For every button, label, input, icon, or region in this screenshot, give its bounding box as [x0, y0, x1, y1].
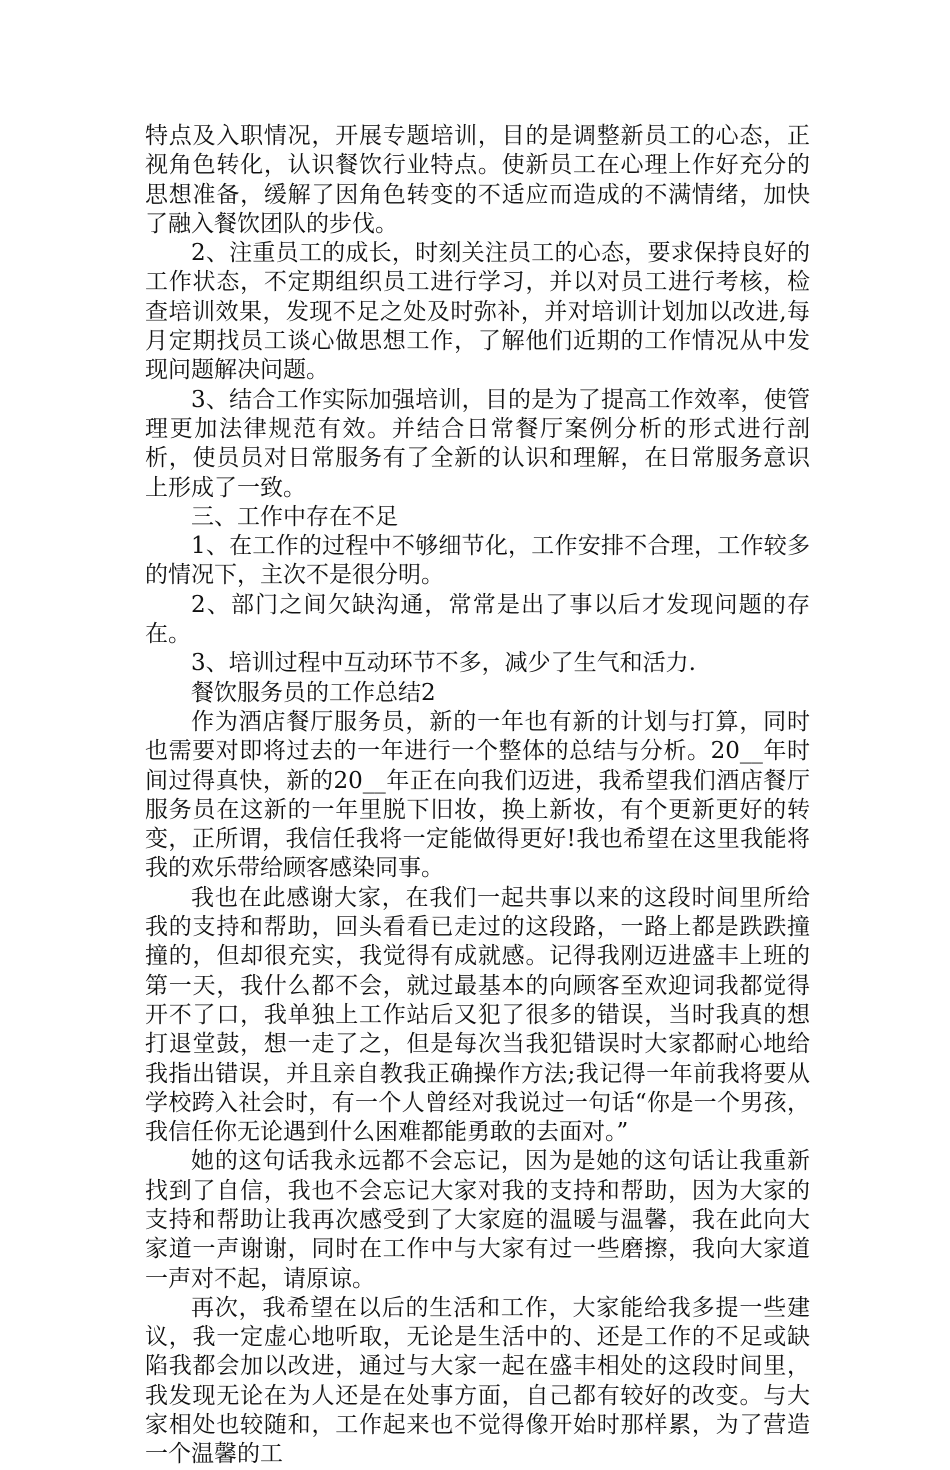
paragraph-apology: 她的这句话我永远都不会忘记，因为是她的这句话让我重新找到了自信，我也不会忘记大家对我的支持和帮助，因为大家的支持和帮助让我再次感受到了大家庭的温暖与温馨，我在此向大家道一声谢谢，同时在工作中与大家有过一些磨擦，我向大家道一声对不起，请原谅。 — [145, 1148, 810, 1292]
paragraph-1: 特点及入职情况，开展专题培训，目的是调整新员工的心态，正视角色转化，认识餐饮行业特点。使新员工在心理上作好充分的思想准备，缓解了因角色转变的不适应而造成的不满情绪，加快了融入餐饮团队的步伐。 — [145, 123, 810, 237]
shortcoming-item-2: 2、部门之间欠缺沟通，常常是出了事以后才发现问题的存在。 — [145, 591, 810, 648]
section-heading-shortcomings: 三、工作中存在不足 — [191, 503, 398, 530]
paragraph-thanks: 我也在此感谢大家，在我们一起共事以来的这段时间里所给我的支持和帮助，回头看看已走过的这段路，一路上都是跌跌撞撞的，但却很充实，我觉得有成就感。记得我刚迈进盛丰上班的第一天，我什么都不会，就过最基本的向顾客至欢迎词我都觉得开不了口，我单独上工作站后又犯了很多的错误，当时我真的想打退堂鼓，想一走了之，但是每次当我犯错误时大家都耐心地给我指出错误，并且亲自教我正确操作方法;我记得一年前我将要从学校跨入社会时，有一个人曾经对我说过一句话“你是一个男孩，我信任你无论遇到什么困难都能勇敢的去面对。” — [145, 884, 810, 1146]
paragraph-2: 2、注重员工的成长，时刻关注员工的心态，要求保持良好的工作状态，不定期组织员工进行学习，并以对员工进行考核，检查培训效果，发现不足之处及时弥补，并对培训计划加以改进,每月定期找员工谈心做思想工作，了解他们近期的工作情况从中发现问题解决问题。 — [145, 240, 810, 384]
paragraph-3: 3、结合工作实际加强培训，目的是为了提高工作效率，使管理更加法律规范有效。并结合日常餐厅案例分析的形式进行剖析，使员员对日常服务有了全新的认识和理解，在日常服务意识上形成了一致。 — [145, 386, 810, 501]
document-body — [145, 122, 810, 1470]
shortcoming-item-1: 1、在工作的过程中不够细节化，工作安排不合理，工作较多的情况下，主次不是很分明。 — [145, 533, 810, 589]
paragraph-intro: 作为酒店餐厅服务员，新的一年也有新的计划与打算，同时也需要对即将过去的一年进行一个整体的总结与分析。20__年时间过得真快，新的20__年正在向我们迈进，我希望我们酒店餐厅服务员在这新的一年里脱下旧妆，换上新妆，有个更新更好的转变，正所谓，我信任我将一定能做得更好!我也希望在这里我能将我的欢乐带给顾客感染同事。 — [145, 708, 810, 882]
shortcoming-item-3: 3、培训过程中互动环节不多，减少了生气和活力. — [191, 650, 696, 677]
paragraph-hope: 再次，我希望在以后的生活和工作，大家能给我多提一些建议，我一定虚心地听取，无论是生活中的、还是工作的不足或缺陷我都会加以改进，通过与大家一起在盛丰相处的这段时间里，我发现无论在为人还是在处事方面，自己都有较好的改变。与大家相处也较随和，工作起来也不觉得像开始时那样累，为了营造一个温馨的工 — [145, 1294, 810, 1468]
section-title-summary-2: 餐饮服务员的工作总结2 — [191, 679, 436, 706]
